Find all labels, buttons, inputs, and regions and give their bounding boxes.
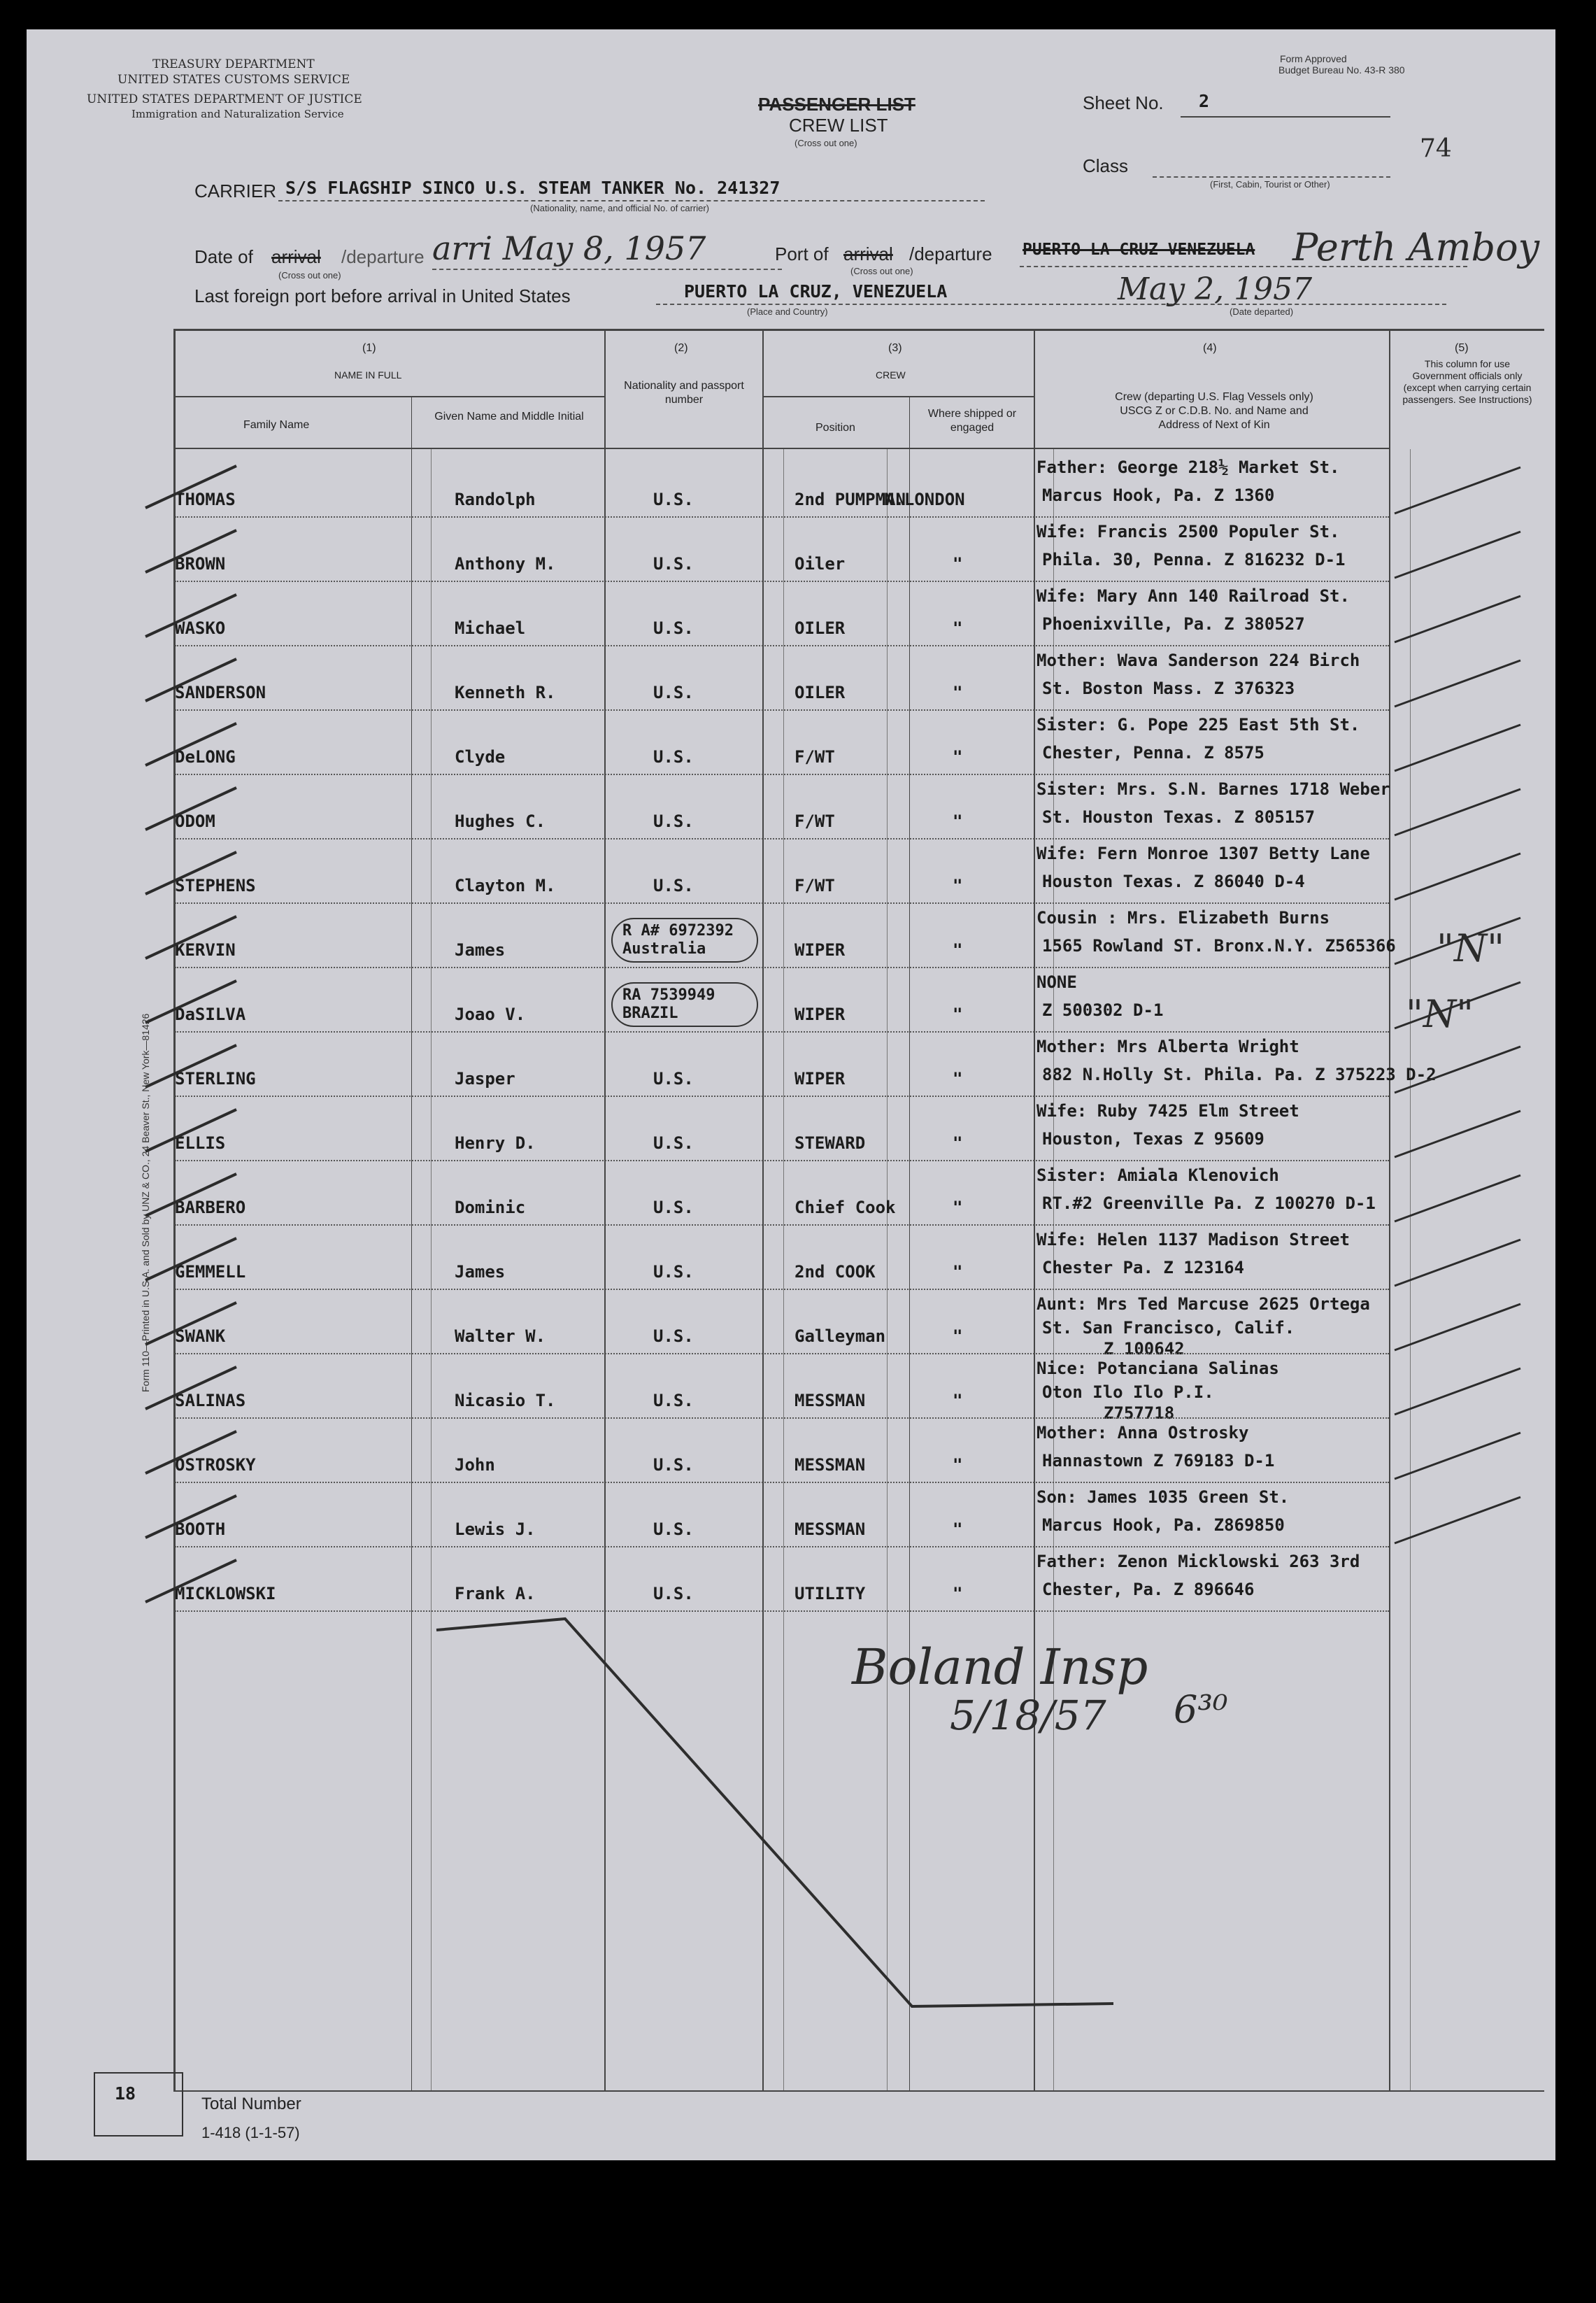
- next-of-kin-line-1: Sister: Amiala Klenovich: [1036, 1165, 1279, 1185]
- agency-line-2: UNITED STATES CUSTOMS SERVICE: [117, 73, 350, 87]
- port-handwritten: Perth Amboy: [1292, 225, 1540, 269]
- position: UTILITY: [795, 1584, 866, 1603]
- crew-list-title: CREW LIST: [789, 115, 888, 136]
- side-printer-text: Form 110—Printed in U.S.A. and Sold by UNZ & CO., 24 Beaver St., New York—81426: [140, 1013, 151, 1392]
- given-name: James: [455, 1262, 506, 1282]
- family-name: BROWN: [175, 554, 226, 574]
- family-name: STERLING: [175, 1069, 256, 1089]
- form-approved: Form Approved: [1280, 53, 1347, 64]
- where-shipped: ": [953, 1198, 963, 1217]
- family-name: MICKLOWSKI: [175, 1584, 276, 1603]
- where-shipped: ": [953, 1519, 963, 1539]
- n-mark-1: "N": [1437, 926, 1504, 970]
- where-shipped: ": [953, 876, 963, 895]
- where-shipped: ": [953, 1069, 963, 1089]
- position: F/WT: [795, 812, 835, 831]
- given-name: Randolph: [455, 490, 536, 509]
- position: MESSMAN: [795, 1455, 866, 1475]
- col3-number: (3): [888, 342, 902, 354]
- nationality: U.S.: [653, 1262, 694, 1282]
- position: WIPER: [795, 1069, 846, 1089]
- table-bottom-border: [173, 2090, 1544, 2092]
- where-shipped: ": [953, 1391, 963, 1410]
- next-of-kin-line-2: RT.#2 Greenville Pa. Z 100270 D-1: [1042, 1193, 1376, 1213]
- passenger-list-struck: PASSENGER LIST: [758, 94, 915, 115]
- where-shipped: ": [953, 747, 963, 767]
- date-note: (Cross out one): [278, 270, 341, 281]
- family-name: BARBERO: [175, 1198, 246, 1217]
- next-of-kin-line-2: St. San Francisco, Calif.: [1042, 1318, 1295, 1338]
- date-departed-handwritten: May 2, 1957: [1118, 271, 1313, 307]
- given-name: Anthony M.: [455, 554, 556, 574]
- given-name: Hughes C.: [455, 812, 546, 831]
- where-shipped: ": [953, 1262, 963, 1282]
- class-label: Class: [1083, 155, 1129, 176]
- position: STEWARD: [795, 1133, 866, 1153]
- nationality: U.S.: [653, 747, 694, 767]
- nationality: U.S.: [653, 618, 694, 638]
- port-struck: PUERTO LA CRUZ VENEZUELA: [1023, 241, 1255, 259]
- col4-header: Crew (departing U.S. Flag Vessels only) USCG Z or C.D.B. No. and Name and Address of Next of Kin: [1115, 391, 1313, 431]
- next-of-kin-line-2: St. Houston Texas. Z 805157: [1042, 807, 1316, 827]
- signature-time: 6³⁰: [1174, 1687, 1228, 1731]
- next-of-kin-line-2: 882 N.Holly St. Phila. Pa. Z 375223 D-2: [1042, 1065, 1437, 1084]
- given-name: Clayton M.: [455, 876, 556, 895]
- where-shipped: ": [953, 618, 963, 638]
- col4-number: (4): [1203, 342, 1217, 354]
- agency-line-1: TREASURY DEPARTMENT: [152, 57, 315, 71]
- nationality: U.S.: [653, 1391, 694, 1410]
- where-shipped: N.LONDON: [884, 490, 965, 509]
- arrival-date-handwritten: arri May 8, 1957: [432, 229, 706, 267]
- total-label: Total Number: [201, 2095, 301, 2113]
- date-departed-note: (Date departed): [1230, 306, 1294, 317]
- agency-line-3: UNITED STATES DEPARTMENT OF JUSTICE: [87, 92, 362, 106]
- given-name: John: [455, 1455, 495, 1475]
- position: OILER: [795, 683, 846, 702]
- next-of-kin-line-1: Nice: Potanciana Salinas: [1036, 1359, 1279, 1378]
- carrier-value: S/S FLAGSHIP SINCO U.S. STEAM TANKER No. 241327: [285, 178, 781, 198]
- family-name: ELLIS: [175, 1133, 226, 1153]
- col3b-header: Where shipped or engaged: [927, 408, 1017, 434]
- next-of-kin-line-2: Chester, Pa. Z 896646: [1042, 1580, 1255, 1599]
- next-of-kin-line-2: Oton Ilo Ilo P.I.: [1042, 1382, 1214, 1402]
- next-of-kin-line-2: Marcus Hook, Pa. Z869850: [1042, 1515, 1285, 1535]
- family-name: WASKO: [175, 618, 226, 638]
- position: 2nd PUMPMAN: [795, 490, 906, 509]
- nationality: U.S.: [653, 554, 694, 574]
- last-port-label: Last foreign port before arrival in United States: [194, 285, 571, 306]
- class-note: (First, Cabin, Tourist or Other): [1210, 179, 1330, 190]
- given-name: Clyde: [455, 747, 506, 767]
- position: 2nd COOK: [795, 1262, 876, 1282]
- next-of-kin-line-1: Mother: Wava Sanderson 224 Birch: [1036, 651, 1360, 670]
- next-of-kin-line-1: Sister: G. Pope 225 East 5th St.: [1036, 715, 1360, 735]
- corner-number: 74: [1420, 134, 1452, 163]
- given-name: Michael: [455, 618, 526, 638]
- n-mark-2: "N": [1406, 992, 1474, 1036]
- next-of-kin-line-2: Houston Texas. Z 86040 D-4: [1042, 872, 1305, 891]
- next-of-kin-line-2: Marcus Hook, Pa. Z 1360: [1042, 486, 1275, 505]
- next-of-kin-line-1: Father: George 218½ Market St.: [1036, 458, 1340, 477]
- nationality: U.S.: [653, 1584, 694, 1603]
- position: WIPER: [795, 1005, 846, 1024]
- next-of-kin-line-1: Mother: Mrs Alberta Wright: [1036, 1037, 1299, 1056]
- family-name: DaSILVA: [175, 1005, 246, 1024]
- col5-number: (5): [1455, 342, 1469, 354]
- port-note: (Cross out one): [850, 266, 913, 276]
- next-of-kin-line-1: Wife: Fern Monroe 1307 Betty Lane: [1036, 844, 1370, 863]
- next-of-kin-line-2: St. Boston Mass. Z 376323: [1042, 679, 1295, 698]
- cancel-line: [27, 29, 1555, 2160]
- port-label-departure: /departure: [909, 243, 992, 264]
- given-name: Walter W.: [455, 1326, 546, 1346]
- next-of-kin-line-1: Wife: Francis 2500 Populer St.: [1036, 522, 1340, 541]
- where-shipped: ": [953, 683, 963, 702]
- nationality: U.S.: [653, 876, 694, 895]
- nationality: RA 7539949 BRAZIL: [611, 982, 758, 1027]
- nationality: R A# 6972392 Australia: [611, 918, 758, 963]
- form-code: 1-418 (1-1-57): [201, 2124, 300, 2141]
- col1-header: NAME IN FULL: [334, 369, 402, 381]
- where-shipped: ": [953, 554, 963, 574]
- nationality: U.S.: [653, 490, 694, 509]
- where-shipped: ": [953, 1455, 963, 1475]
- next-of-kin-line-1: Wife: Helen 1137 Madison Street: [1036, 1230, 1350, 1249]
- budget-bureau: Budget Bureau No. 43-R 380: [1278, 64, 1405, 76]
- col3a-header: Position: [815, 422, 855, 434]
- given-name: Nicasio T.: [455, 1391, 556, 1410]
- last-port-value: PUERTO LA CRUZ, VENEZUELA: [684, 281, 948, 302]
- family-name: KERVIN: [175, 940, 236, 960]
- nationality: U.S.: [653, 1519, 694, 1539]
- next-of-kin-line-2: Houston, Texas Z 95609: [1042, 1129, 1264, 1149]
- col5-header: This column for use Government officials only (except when carrying certain passengers. See Instructions): [1402, 358, 1532, 405]
- family-name: SWANK: [175, 1326, 226, 1346]
- title-note: (Cross out one): [795, 138, 857, 148]
- family-name: OSTROSKY: [175, 1455, 256, 1475]
- crew-list-form: [27, 29, 1555, 2160]
- position: Galleyman: [795, 1326, 886, 1346]
- signature-date: 5/18/57: [950, 1692, 1106, 1739]
- next-of-kin-line-1: Wife: Ruby 7425 Elm Street: [1036, 1101, 1299, 1121]
- next-of-kin-line-1: Mother: Anna Ostrosky: [1036, 1423, 1249, 1443]
- family-name: GEMMELL: [175, 1262, 246, 1282]
- given-name: Frank A.: [455, 1584, 536, 1603]
- port-label-struck: arrival: [843, 243, 893, 264]
- position: MESSMAN: [795, 1391, 866, 1410]
- given-name: James: [455, 940, 506, 960]
- next-of-kin-line-1: Sister: Mrs. S.N. Barnes 1718 Weber: [1036, 779, 1390, 799]
- date-label-struck: arrival: [271, 246, 321, 267]
- last-port-note: (Place and Country): [747, 306, 828, 317]
- where-shipped: ": [953, 1584, 963, 1603]
- position: OILER: [795, 618, 846, 638]
- next-of-kin-line-2: Z 500302 D-1: [1042, 1000, 1164, 1020]
- col1a-header: Family Name: [243, 419, 310, 431]
- agency-line-4: Immigration and Naturalization Service: [131, 108, 344, 120]
- family-name: STEPHENS: [175, 876, 256, 895]
- given-name: Kenneth R.: [455, 683, 556, 702]
- position: Oiler: [795, 554, 846, 574]
- next-of-kin-line-1: Son: James 1035 Green St.: [1036, 1487, 1290, 1507]
- date-label: Date of: [194, 246, 253, 267]
- nationality: U.S.: [653, 1455, 694, 1475]
- where-shipped: ": [953, 1133, 963, 1153]
- position: F/WT: [795, 876, 835, 895]
- next-of-kin-line-1: Cousin : Mrs. Elizabeth Burns: [1036, 908, 1330, 928]
- next-of-kin-line-2: Hannastown Z 769183 D-1: [1042, 1451, 1275, 1471]
- sheet-value: 2: [1199, 91, 1210, 111]
- next-of-kin-line-2: 1565 Rowland ST. Bronx.N.Y. Z565366: [1042, 936, 1396, 956]
- next-of-kin-line-1: Wife: Mary Ann 140 Railroad St.: [1036, 586, 1350, 606]
- given-name: Joao V.: [455, 1005, 526, 1024]
- family-name: SALINAS: [175, 1391, 246, 1410]
- next-of-kin-line-1: Father: Zenon Micklowski 263 3rd: [1036, 1552, 1360, 1571]
- carrier-note: (Nationality, name, and official No. of carrier): [530, 203, 710, 213]
- next-of-kin-line-2: Chester, Penna. Z 8575: [1042, 743, 1264, 763]
- next-of-kin-line-1: NONE: [1036, 972, 1077, 992]
- total-value: 18: [115, 2083, 136, 2104]
- given-name: Henry D.: [455, 1133, 536, 1153]
- position: WIPER: [795, 940, 846, 960]
- next-of-kin-line-1: Aunt: Mrs Ted Marcuse 2625 Ortega: [1036, 1294, 1370, 1314]
- next-of-kin-line-2: Phila. 30, Penna. Z 816232 D-1: [1042, 550, 1346, 569]
- where-shipped: ": [953, 812, 963, 831]
- family-name: DeLONG: [175, 747, 236, 767]
- next-of-kin-line-3: Z757718: [1104, 1403, 1175, 1423]
- port-label: Port of: [775, 243, 829, 264]
- next-of-kin-line-3: Z 100642: [1104, 1339, 1185, 1359]
- where-shipped: ": [953, 1326, 963, 1346]
- position: Chief Cook: [795, 1198, 896, 1217]
- family-name: ODOM: [175, 812, 215, 831]
- sheet-label: Sheet No.: [1083, 92, 1164, 113]
- nationality: U.S.: [653, 1198, 694, 1217]
- col3-header: CREW: [876, 369, 906, 381]
- col2-number: (2): [674, 342, 688, 354]
- col1-number: (1): [362, 342, 376, 354]
- nationality: U.S.: [653, 1069, 694, 1089]
- nationality: U.S.: [653, 812, 694, 831]
- date-label-departure: /departure: [341, 246, 425, 267]
- nationality: U.S.: [653, 1133, 694, 1153]
- next-of-kin-line-2: Phoenixville, Pa. Z 380527: [1042, 614, 1305, 634]
- family-name: THOMAS: [175, 490, 236, 509]
- given-name: Dominic: [455, 1198, 526, 1217]
- family-name: SANDERSON: [175, 683, 266, 702]
- position: F/WT: [795, 747, 835, 767]
- position: MESSMAN: [795, 1519, 866, 1539]
- where-shipped: ": [953, 940, 963, 960]
- inspector-signature: Boland Insp: [852, 1638, 1148, 1696]
- col1b-header: Given Name and Middle Initial: [434, 411, 584, 423]
- where-shipped: ": [953, 1005, 963, 1024]
- nationality: U.S.: [653, 1326, 694, 1346]
- next-of-kin-line-2: Chester Pa. Z 123164: [1042, 1258, 1244, 1277]
- given-name: Lewis J.: [455, 1519, 536, 1539]
- given-name: Jasper: [455, 1069, 515, 1089]
- family-name: BOOTH: [175, 1519, 226, 1539]
- nationality: U.S.: [653, 683, 694, 702]
- carrier-label: CARRIER: [194, 180, 277, 201]
- total-box: [94, 2072, 183, 2137]
- col2-header: Nationality and passport number: [624, 380, 744, 406]
